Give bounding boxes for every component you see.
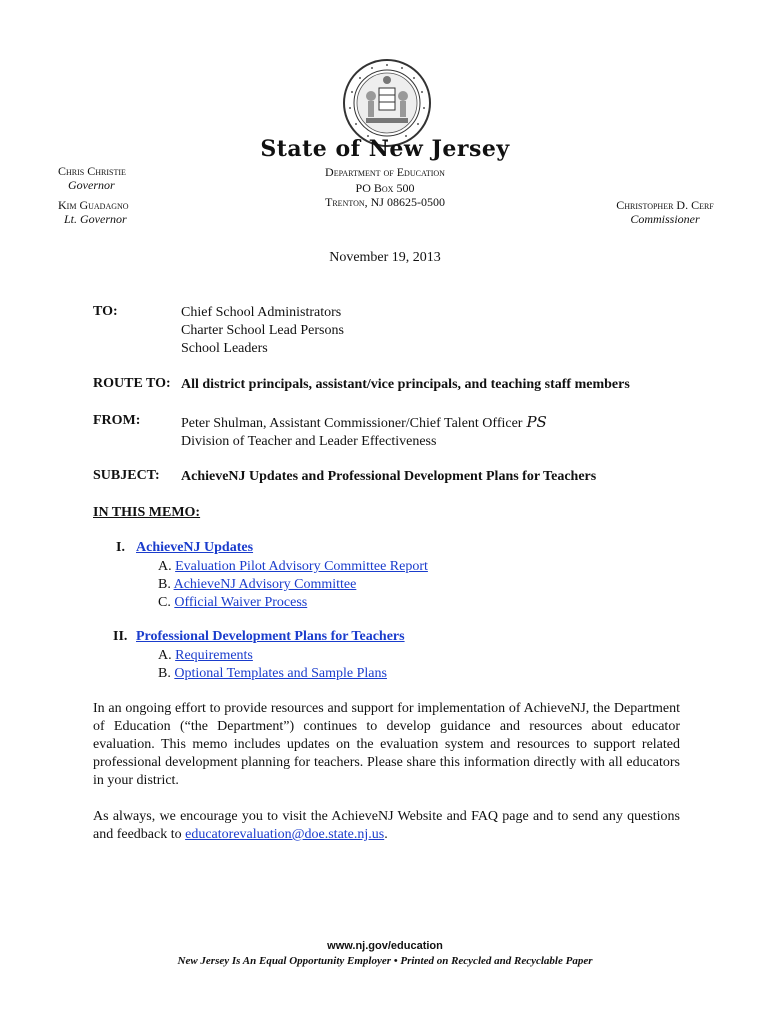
subject-label: SUBJECT:	[93, 468, 160, 483]
footer-tagline: New Jersey Is An Equal Opportunity Employer • Printed on Recycled and Recyclable Paper	[177, 955, 593, 967]
toc-item-letter: A.	[158, 648, 172, 663]
from-label: FROM:	[93, 413, 141, 428]
route-text: All district principals, assistant/vice principals, and teaching staff members	[181, 377, 630, 392]
dept-box: PO Box 500	[355, 181, 415, 195]
toc-item-letter: B.	[158, 666, 171, 681]
paragraph-2-text: As always, we encourage you to visit the AchieveNJ Website and FAQ page and to send any questions and feedback to	[93, 809, 680, 842]
toc-section-2-items	[158, 647, 387, 683]
toc-item-link[interactable]: Optional Templates and Sample Plans	[174, 666, 387, 681]
toc-section-2-link[interactable]: Professional Development Plans for Teachers	[136, 629, 405, 644]
toc-item	[158, 665, 387, 683]
toc-item-link[interactable]: AchieveNJ Advisory Committee	[173, 577, 357, 592]
to-line: Charter School Lead Persons	[181, 323, 344, 338]
body-paragraph-1: In an ongoing effort to provide resources and support for implementation of AchieveNJ, the Department of Education (“the Department”) continues to develop guidance and resources about educator evaluation. This memo includes updates on the evaluation system and resources to support related professional development planning for teachers. Please share this information directly with all educators in your district.	[93, 701, 680, 788]
toc-item	[158, 576, 428, 594]
toc-item	[158, 558, 428, 576]
toc-section-2-number: II.	[113, 629, 128, 644]
in-this-memo-heading: IN THIS MEMO:	[93, 505, 201, 520]
from-block	[181, 413, 547, 451]
toc-item	[158, 647, 387, 665]
email-link[interactable]: educatorevaluation@doe.state.nj.us	[185, 827, 385, 842]
toc-section-1-items	[158, 558, 428, 612]
toc-section-1-link[interactable]: AchieveNJ Updates	[136, 540, 254, 555]
toc-item	[158, 594, 428, 612]
dept-name: Department of Education	[325, 165, 445, 179]
to-recipients	[181, 304, 344, 358]
state-seal-logo	[342, 58, 432, 148]
toc-item-letter: C.	[158, 595, 171, 610]
toc-item-link[interactable]: Evaluation Pilot Advisory Committee Report	[175, 559, 428, 574]
route-label: ROUTE TO:	[93, 376, 171, 391]
from-name: Peter Shulman, Assistant Commissioner/Chief Talent Officer	[181, 416, 523, 431]
state-title: State of New Jersey	[260, 136, 510, 162]
to-line: Chief School Administrators	[181, 305, 342, 320]
toc-item-letter: B.	[158, 577, 171, 592]
toc-item-letter: A.	[158, 559, 172, 574]
memo-date: November 19, 2013	[329, 250, 441, 265]
subject-text: AchieveNJ Updates and Professional Development Plans for Teachers	[181, 469, 597, 484]
toc-section-1-number: I.	[116, 540, 125, 555]
toc-item-link[interactable]: Requirements	[175, 648, 253, 663]
from-division: Division of Teacher and Leader Effectiveness	[181, 434, 437, 449]
paragraph-2-end: .	[384, 827, 388, 842]
lt-governor-name: Kim Guadagno	[58, 198, 129, 212]
lt-governor-title: Lt. Governor	[64, 212, 127, 226]
commissioner-title: Commissioner	[630, 212, 700, 226]
commissioner-name: Christopher D. Cerf	[616, 198, 714, 212]
governor-title: Governor	[68, 178, 115, 192]
dept-city: Trenton, NJ 08625-0500	[325, 195, 445, 209]
governor-name: Chris Christie	[58, 164, 126, 178]
from-line	[181, 413, 547, 433]
toc-item-link[interactable]: Official Waiver Process	[174, 595, 308, 610]
to-line: School Leaders	[181, 341, 268, 356]
to-label: TO:	[93, 304, 118, 319]
footer-url[interactable]: www.nj.gov/education	[327, 940, 443, 952]
body-paragraph-2	[93, 808, 680, 844]
signature-initials: PS	[526, 413, 547, 431]
